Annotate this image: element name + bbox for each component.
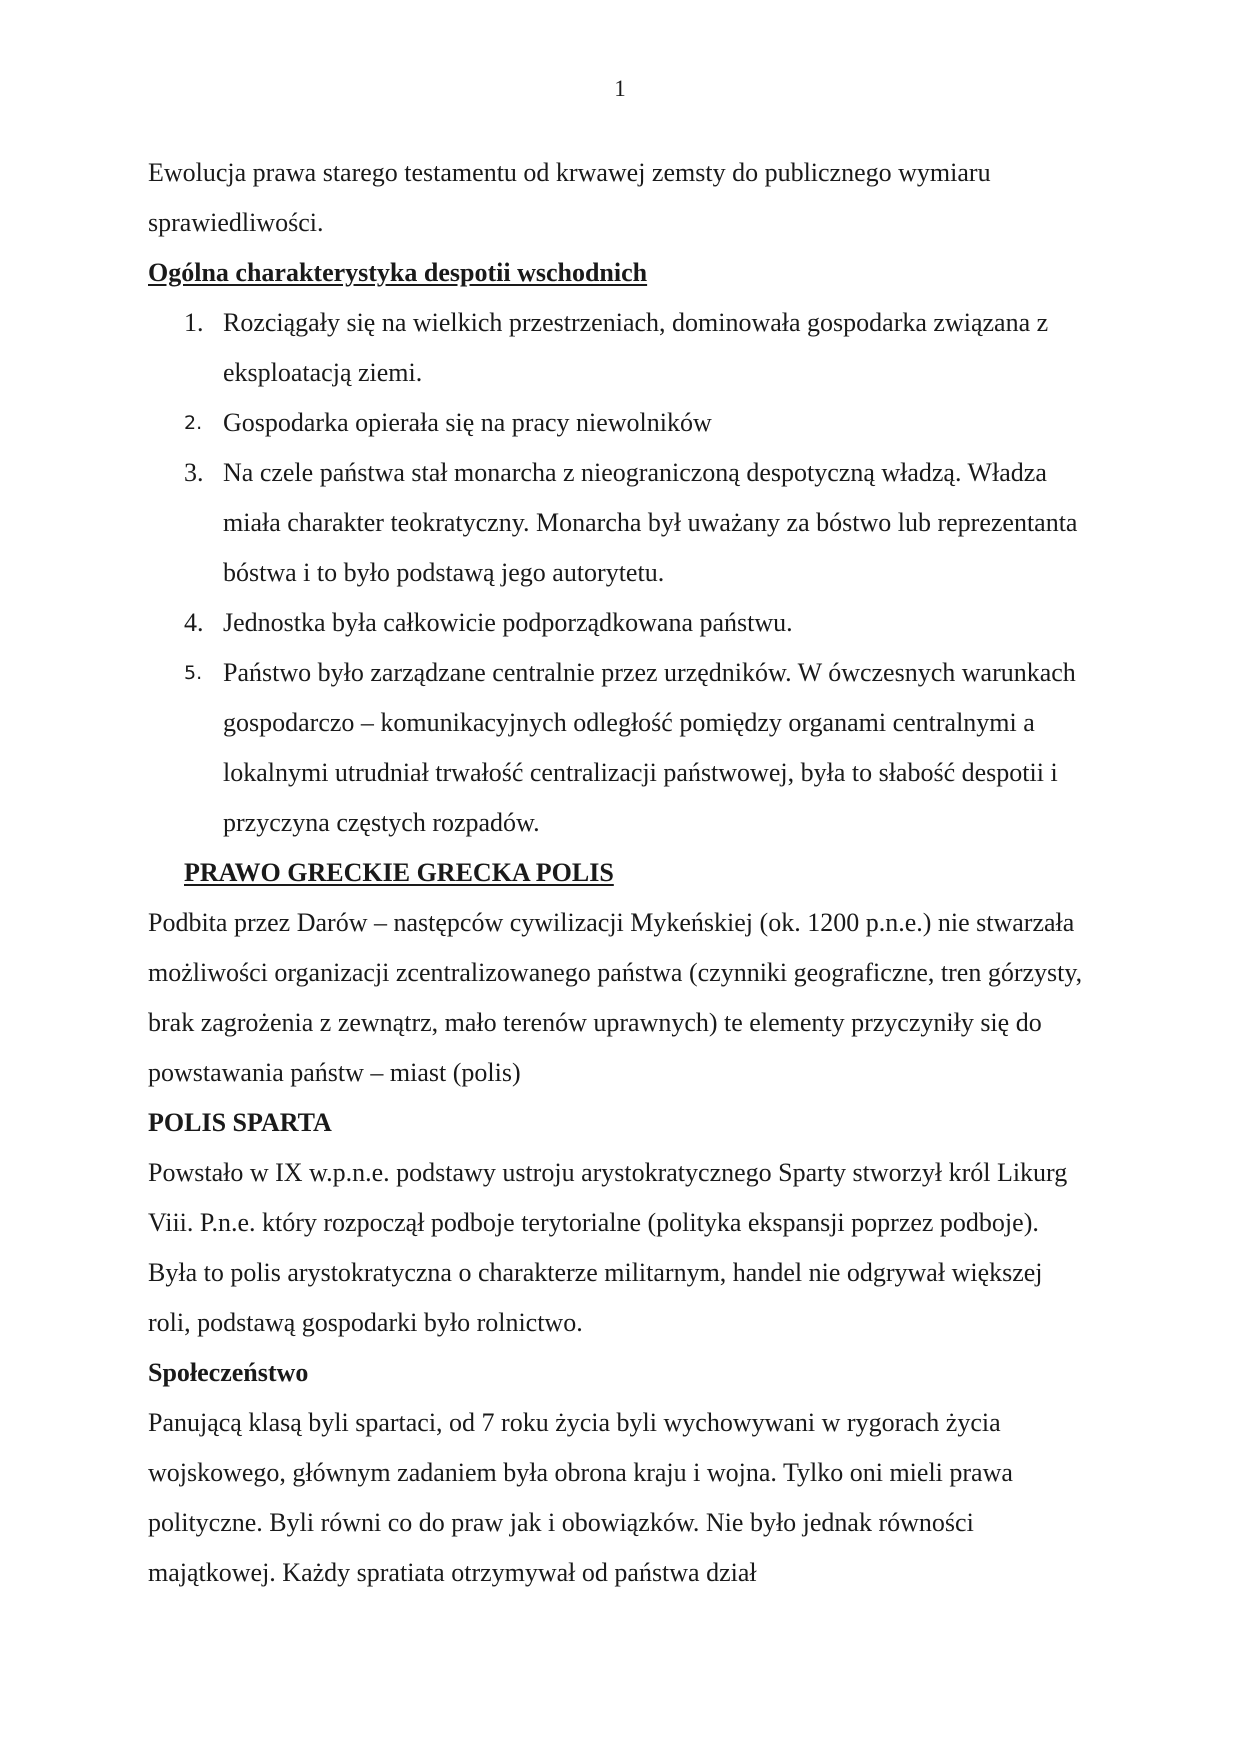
section-heading-despotie: Ogólna charakterystyka despotii wschodnich xyxy=(148,258,648,287)
list-item-text: Gospodarka opierała się na pracy niewolników xyxy=(223,408,712,437)
section-heading-prawo-greckie: PRAWO GRECKIE GRECKA POLIS xyxy=(184,858,614,887)
list-item-text: Państwo było zarządzane centralnie przez urzędników. W ówczesnych warunkach gospodarczo – komunikacyjnych odległość pomiędzy organami centralnymi a lokalnymi utrudniał trwałość centralizacji państwowej, była to słabość despotii i przyczyna częstych rozpadów. xyxy=(223,658,1076,837)
list-item xyxy=(148,448,1088,598)
document-body xyxy=(148,148,1088,1598)
list-item xyxy=(148,298,1088,398)
prawo-greckie-paragraph: Podbita przez Darów – następców cywilizacji Mykeńskiej (ok. 1200 p.n.e.) nie stwarzała możliwości organizacji zcentralizowanego państwa (czynniki geograficzne, tren górzysty, brak zagrożenia z zewnątrz, mało terenów uprawnych) te elementy przyczyniły się do powstawania państw – miast (polis) xyxy=(148,908,1083,1087)
page-number: 1 xyxy=(614,76,626,101)
list-item-number: 2. xyxy=(184,412,203,434)
list-item-text: Jednostka była całkowicie podporządkowana państwu. xyxy=(223,608,793,637)
section-heading-spoleczenstwo: Społeczeństwo xyxy=(148,1358,309,1387)
list-item-text: Na czele państwa stał monarcha z nieograniczoną despotyczną władzą. Władza miała charakter teokratyczny. Monarcha był uważany za bóstwo lub reprezentanta bóstwa i to było podstawą jego autorytetu. xyxy=(223,458,1078,587)
list-item xyxy=(148,598,1088,648)
list-item-number: 3. xyxy=(184,458,204,487)
intro-paragraph: Ewolucja prawa starego testamentu od krwawej zemsty do publicznego wymiaru sprawiedliwości. xyxy=(148,158,991,237)
list-item xyxy=(148,398,1088,448)
list-item xyxy=(148,648,1088,848)
spoleczenstwo-paragraph: Panującą klasą byli spartaci, od 7 roku życia byli wychowywani w rygorach życia wojskowego, głównym zadaniem była obrona kraju i wojna. Tylko oni mieli prawa polityczne. Byli równi co do praw jak i obowiązków. Nie było jednak równości majątkowej. Każdy spratiata otrzymywał od państwa dział xyxy=(148,1408,1013,1587)
polis-sparta-paragraph: Powstało w IX w.p.n.e. podstawy ustroju arystokratycznego Sparty stworzył król Likurg Viii. P.n.e. który rozpoczął podboje terytorialne (polityka ekspansji poprzez podboje). Była to polis arystokratyczna o charakterze militarnym, handel nie odgrywał większej roli, podstawą gospodarki było rolnictwo. xyxy=(148,1158,1068,1337)
list-item-text: Rozciągały się na wielkich przestrzeniach, dominowała gospodarka związana z eksploatacją ziemi. xyxy=(223,308,1049,387)
list-item-number: 1. xyxy=(184,308,204,337)
list-item-number: 4. xyxy=(184,608,204,637)
section-heading-polis-sparta: POLIS SPARTA xyxy=(148,1108,332,1137)
despotie-list xyxy=(148,298,1088,848)
list-item-number: 5. xyxy=(184,662,203,684)
